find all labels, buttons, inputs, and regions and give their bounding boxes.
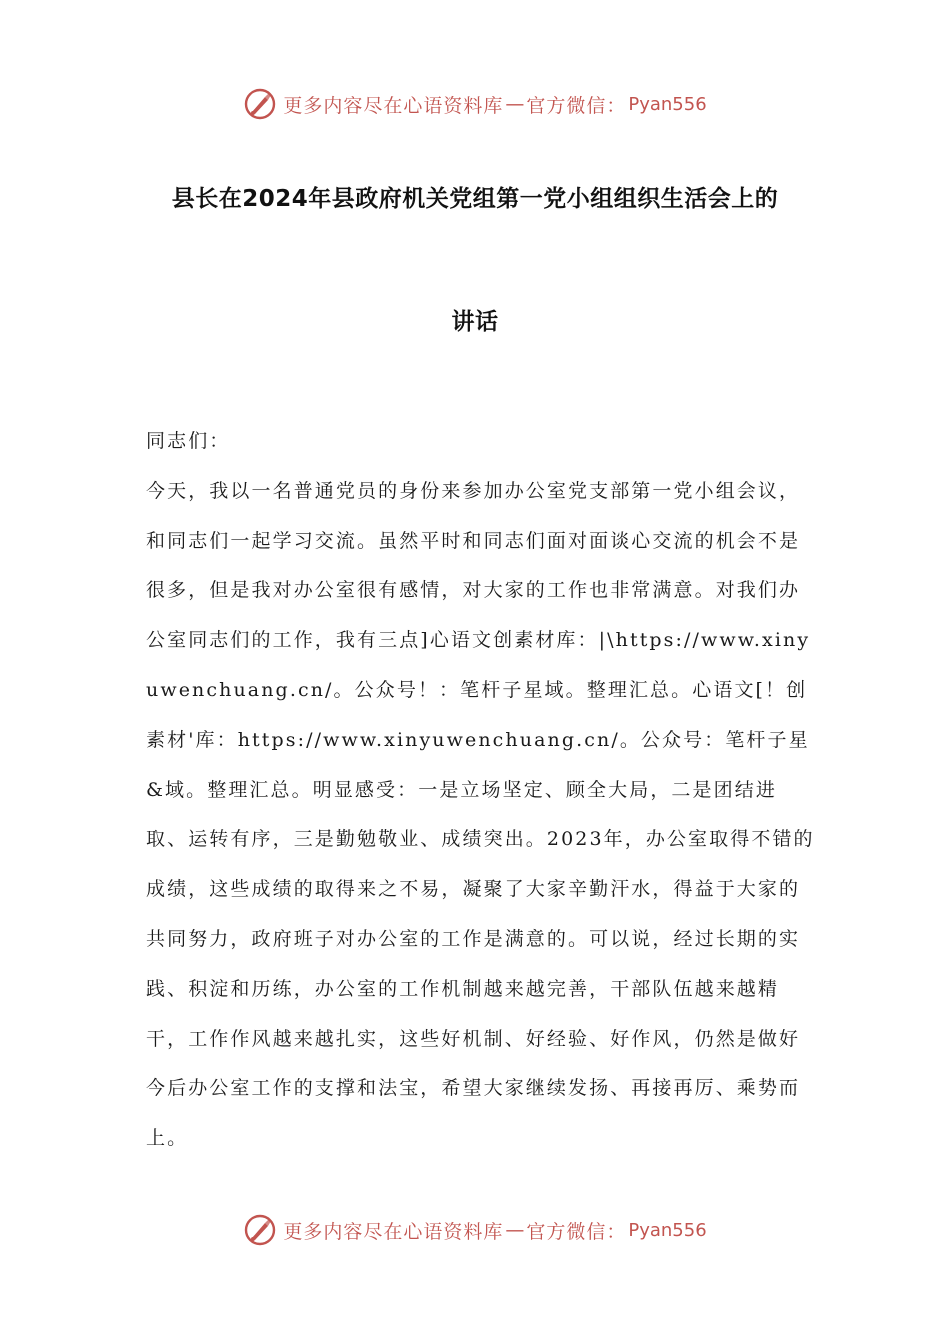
watermark-account: Pyan556 [628,93,707,115]
watermark-account: Pyan556 [628,1219,707,1241]
watermark-text: 更多内容尽在心语资料库 [283,94,504,117]
body-paragraph: 今天，我以一名普通党员的身份来参加办公室党支部第一党小组会议，和同志们一起学习交流。虽然平时和同志们面对面谈心交流的机会不是很多，但是我对办公室很有感情，对大家的工作也非常满意。对我们办公室同志们的工作，我有三点]心语文创素材库：|\https://www.xinyuwenchuang.cn/。公众号！：笔杆子星域。整理汇总。心语文[！创素材'库：https://www.xinyuwenchuang.cn/。公众号：笔杆子星&域。整理汇总。明显感受：一是立场坚定、顾全大局，二是团结进取、运转有序，三是勤勉敬业、成绩突出。2023年，办公室取得不错的成绩，这些成绩的取得来之不易，凝聚了大家辛勤汗水，得益于大家的共同努力，政府班子对办公室的工作是满意的。可以说，经过长期的实践、积淀和历练，办公室的工作机制越来越完善，干部队伍越来越精干，工作作风越来越扎实，这些好机制、好经验、好作风，仍然是做好今后办公室工作的支撑和法宝，希望大家继续发扬、再接再厉、乘势而上。 [146,479,815,1150]
header-watermark [0,84,950,124]
watermark-dash: — [505,1219,525,1241]
watermark-label: 官方微信： [526,94,627,117]
document-body [146,417,818,1164]
watermark-dash: — [505,93,525,115]
footer-watermark [0,1210,950,1250]
watermark-label: 官方微信： [526,1220,627,1243]
document-title-line-2: 讲话 [451,309,499,335]
document-title-line-1: 县长在2024年县政府机关党组第一党小组组织生活会上的 [171,186,779,212]
salutation: 同志们： [146,430,231,452]
watermark-text: 更多内容尽在心语资料库 [283,1220,504,1243]
pen-seal-icon [243,1213,277,1247]
pen-seal-icon [243,87,277,121]
